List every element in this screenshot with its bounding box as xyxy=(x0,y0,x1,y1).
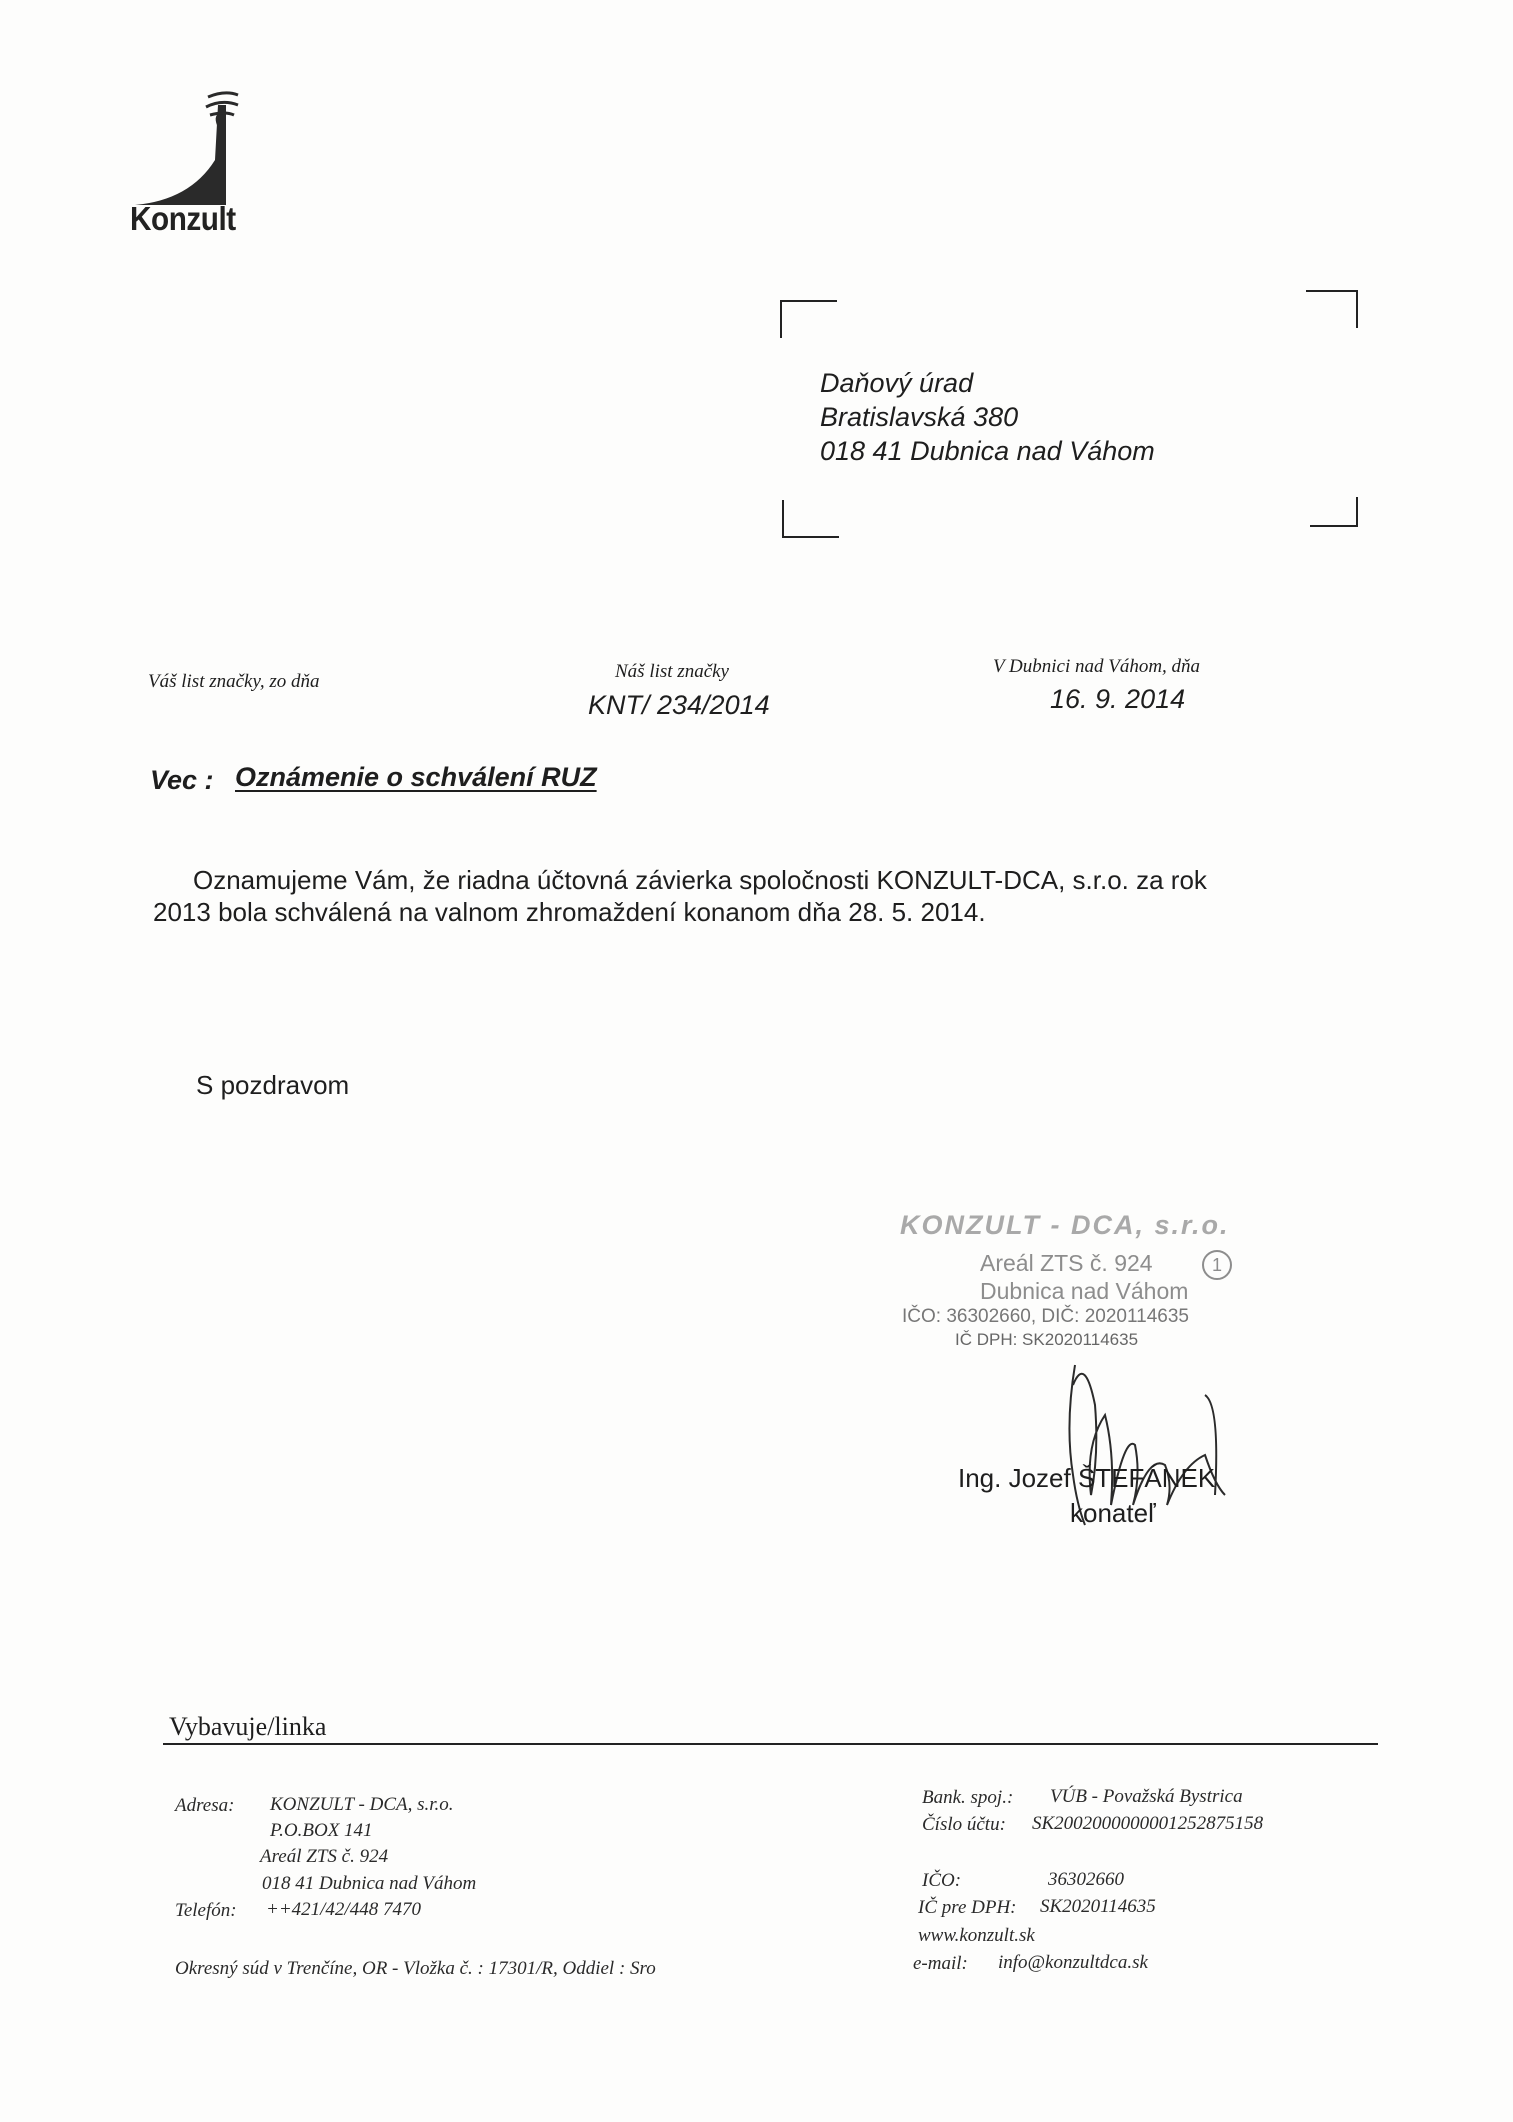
footer-pobox: P.O.BOX 141 xyxy=(270,1820,373,1841)
subject-text: Oznámenie o schválení RUZ xyxy=(235,762,597,792)
recipient-street: Bratislavská 380 xyxy=(820,402,1019,432)
address-corner-top-right xyxy=(1306,290,1358,328)
company-stamp xyxy=(890,1210,1270,1350)
address-corner-bottom-left xyxy=(782,500,839,538)
footer-divider xyxy=(163,1743,1378,1745)
footer-vat: SK2020114635 xyxy=(1040,1896,1156,1917)
bank-label: Bank. spoj.: xyxy=(922,1787,1014,1808)
place-date-label: V Dubnici nad Váhom, dňa xyxy=(993,656,1201,677)
stamp-company: KONZULT - DCA, s.r.o. xyxy=(900,1210,1230,1240)
ico-label: IČO: xyxy=(922,1870,962,1891)
logo-wordmark: Konzult xyxy=(130,200,236,237)
our-ref-label: Náš list značky xyxy=(615,661,729,682)
footer-registry: Okresný súd v Trenčíne, OR - Vložka č. : 17301/R, Oddiel : Sro xyxy=(175,1958,656,1979)
address-corner-top-left xyxy=(780,300,837,338)
letter-date: 16. 9. 2014 xyxy=(1050,684,1186,714)
footer-company: KONZULT - DCA, s.r.o. xyxy=(270,1794,454,1815)
footer-city: 018 41 Dubnica nad Váhom xyxy=(262,1873,477,1894)
handled-by-label: Vybavuje/linka xyxy=(169,1712,327,1741)
your-ref-label: Váš list značky, zo dňa xyxy=(148,671,320,692)
signatory-name: Ing. Jozef ŠTEFÁNEK xyxy=(958,1463,1216,1493)
stamp-address: Areál ZTS č. 924 xyxy=(980,1250,1153,1276)
subject-label: Vec : xyxy=(150,765,214,795)
address-corner-bottom-right xyxy=(1310,497,1358,527)
email-label: e-mail: xyxy=(913,1953,968,1974)
footer-email[interactable]: info@konzultdca.sk xyxy=(998,1952,1148,1973)
body-line-1: Oznamujeme Vám, že riadna účtovná závierka spoločnosti KONZULT-DCA, s.r.o. za rok xyxy=(193,865,1207,895)
footer-account: SK2002000000001252875158 xyxy=(1032,1813,1264,1834)
signatory-role: konateľ xyxy=(1070,1498,1156,1528)
vat-label: IČ pre DPH: xyxy=(918,1897,1017,1918)
our-ref-value: KNT/ 234/2014 xyxy=(588,690,770,720)
body-line-2: 2013 bola schválená na valnom zhromaždení konanom dňa 28. 5. 2014. xyxy=(153,897,986,927)
footer-phone: ++421/42/448 7470 xyxy=(266,1899,421,1920)
phone-label: Telefón: xyxy=(175,1900,237,1921)
address-label: Adresa: xyxy=(175,1795,235,1816)
footer-web[interactable]: www.konzult.sk xyxy=(918,1925,1035,1946)
recipient-city: 018 41 Dubnica nad Váhom xyxy=(820,436,1155,466)
stamp-vat: IČ DPH: SK2020114635 xyxy=(955,1330,1139,1349)
footer-street: Areál ZTS č. 924 xyxy=(260,1846,389,1867)
footer-ico: 36302660 xyxy=(1048,1869,1124,1890)
stamp-number: 1 xyxy=(1202,1250,1232,1280)
account-label: Číslo účtu: xyxy=(922,1814,1006,1835)
recipient-name: Daňový úrad xyxy=(820,368,974,398)
greeting: S pozdravom xyxy=(196,1070,350,1100)
stamp-ids: IČO: 36302660, DIČ: 2020114635 xyxy=(902,1306,1189,1327)
footer-bank: VÚB - Považská Bystrica xyxy=(1050,1786,1243,1807)
stamp-city: Dubnica nad Váhom xyxy=(980,1278,1189,1304)
